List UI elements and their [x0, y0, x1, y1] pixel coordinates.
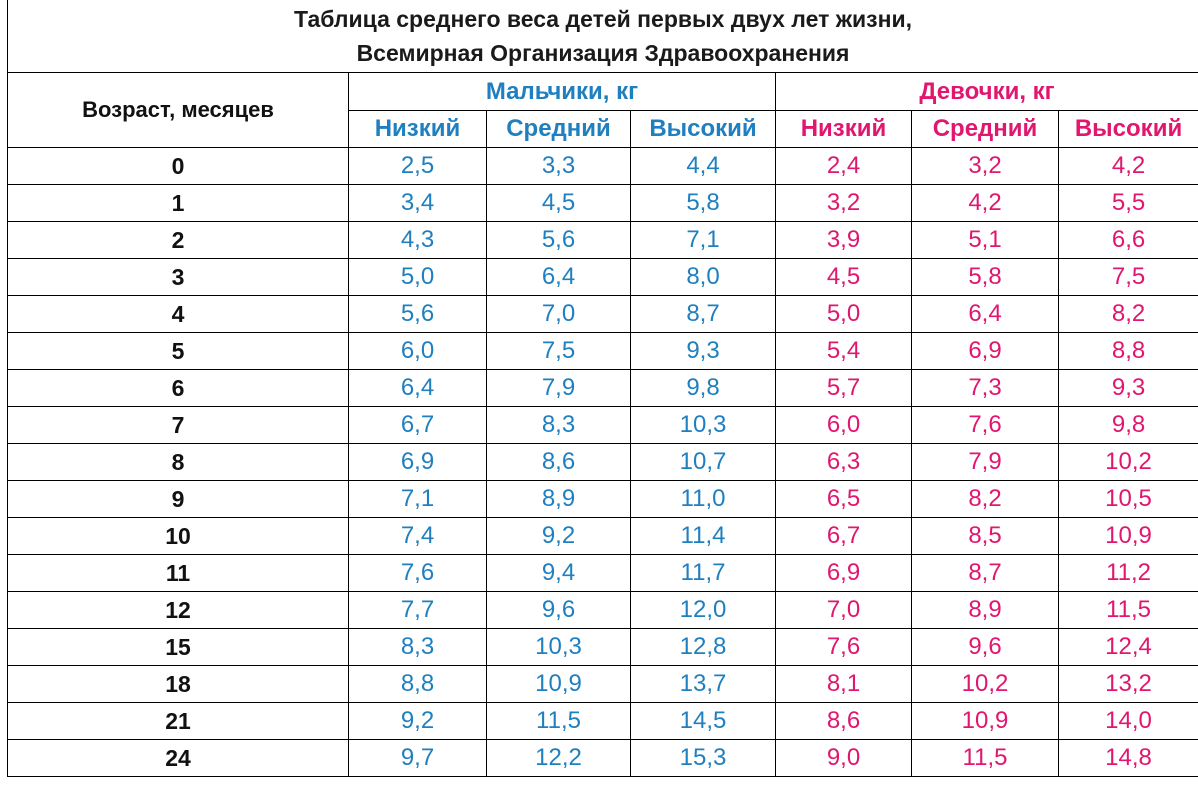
table-row — [8, 370, 1198, 407]
girls-low-cell: 6,7 — [776, 518, 912, 555]
boys-high-cell: 5,8 — [631, 185, 776, 222]
boys-low-cell: 8,3 — [349, 629, 487, 666]
girls-low-cell: 8,1 — [776, 666, 912, 703]
age-cell: 9 — [8, 481, 349, 518]
girls-high-cell: 8,8 — [1059, 333, 1198, 370]
boys-high-cell: 7,1 — [631, 222, 776, 259]
boys-low-cell: 6,4 — [349, 370, 487, 407]
girls-mid-cell: 5,1 — [912, 222, 1059, 259]
girls-mid-header: Средний — [912, 111, 1059, 148]
boys-low-cell: 6,0 — [349, 333, 487, 370]
girls-high-cell: 8,2 — [1059, 296, 1198, 333]
girls-mid-cell: 8,5 — [912, 518, 1059, 555]
age-cell: 7 — [8, 407, 349, 444]
table-row — [8, 555, 1198, 592]
boys-mid-cell: 5,6 — [487, 222, 631, 259]
table-row — [8, 592, 1198, 629]
table-row — [8, 333, 1198, 370]
table-row — [8, 481, 1198, 518]
boys-mid-cell: 7,0 — [487, 296, 631, 333]
girls-low-cell: 7,0 — [776, 592, 912, 629]
girls-low-header: Низкий — [776, 111, 912, 148]
boys-low-cell: 7,1 — [349, 481, 487, 518]
girls-mid-cell: 8,2 — [912, 481, 1059, 518]
girls-high-cell: 9,3 — [1059, 370, 1198, 407]
girls-mid-cell: 11,5 — [912, 740, 1059, 777]
girls-high-cell: 9,8 — [1059, 407, 1198, 444]
girls-low-cell: 6,9 — [776, 555, 912, 592]
boys-mid-cell: 8,3 — [487, 407, 631, 444]
boys-mid-cell: 7,5 — [487, 333, 631, 370]
girls-mid-cell: 7,9 — [912, 444, 1059, 481]
boys-mid-cell: 8,6 — [487, 444, 631, 481]
age-cell: 5 — [8, 333, 349, 370]
girls-low-cell: 5,4 — [776, 333, 912, 370]
table-row — [8, 666, 1198, 703]
boys-mid-cell: 3,3 — [487, 148, 631, 185]
boys-mid-cell: 7,9 — [487, 370, 631, 407]
age-cell: 8 — [8, 444, 349, 481]
boys-high-cell: 11,7 — [631, 555, 776, 592]
girls-mid-cell: 7,3 — [912, 370, 1059, 407]
boys-low-cell: 6,9 — [349, 444, 487, 481]
girls-high-cell: 6,6 — [1059, 222, 1198, 259]
girls-high-cell: 13,2 — [1059, 666, 1198, 703]
girls-high-cell: 10,5 — [1059, 481, 1198, 518]
age-cell: 11 — [8, 555, 349, 592]
boys-high-cell: 12,8 — [631, 629, 776, 666]
boys-high-cell: 4,4 — [631, 148, 776, 185]
age-cell: 3 — [8, 259, 349, 296]
boys-mid-cell: 9,6 — [487, 592, 631, 629]
age-cell: 1 — [8, 185, 349, 222]
table-row — [8, 740, 1198, 777]
girls-mid-cell: 9,6 — [912, 629, 1059, 666]
boys-high-cell: 14,5 — [631, 703, 776, 740]
girls-mid-cell: 6,4 — [912, 296, 1059, 333]
age-cell: 15 — [8, 629, 349, 666]
age-cell: 24 — [8, 740, 349, 777]
girls-high-cell: 7,5 — [1059, 259, 1198, 296]
boys-low-cell: 5,6 — [349, 296, 487, 333]
girls-high-cell: 11,5 — [1059, 592, 1198, 629]
boys-low-cell: 4,3 — [349, 222, 487, 259]
age-cell: 10 — [8, 518, 349, 555]
girls-low-cell: 8,6 — [776, 703, 912, 740]
boys-high-header: Высокий — [631, 111, 776, 148]
boys-high-cell: 9,3 — [631, 333, 776, 370]
girls-low-cell: 5,0 — [776, 296, 912, 333]
boys-mid-cell: 6,4 — [487, 259, 631, 296]
boys-low-cell: 7,6 — [349, 555, 487, 592]
boys-low-cell: 3,4 — [349, 185, 487, 222]
girls-mid-cell: 8,7 — [912, 555, 1059, 592]
table-row — [8, 296, 1198, 333]
girls-low-cell: 9,0 — [776, 740, 912, 777]
weight-table — [7, 0, 1198, 777]
girls-group-header: Девочки, кг — [776, 73, 1198, 111]
boys-low-cell: 7,7 — [349, 592, 487, 629]
girls-low-cell: 3,2 — [776, 185, 912, 222]
boys-high-cell: 15,3 — [631, 740, 776, 777]
title-row — [8, 0, 1198, 73]
boys-high-cell: 10,3 — [631, 407, 776, 444]
boys-high-cell: 8,7 — [631, 296, 776, 333]
girls-mid-cell: 5,8 — [912, 259, 1059, 296]
girls-mid-cell: 4,2 — [912, 185, 1059, 222]
girls-low-cell: 6,0 — [776, 407, 912, 444]
girls-low-cell: 2,4 — [776, 148, 912, 185]
girls-mid-cell: 10,9 — [912, 703, 1059, 740]
table-row — [8, 222, 1198, 259]
boys-high-cell: 13,7 — [631, 666, 776, 703]
girls-low-cell: 7,6 — [776, 629, 912, 666]
table-row — [8, 185, 1198, 222]
girls-low-cell: 5,7 — [776, 370, 912, 407]
table-title — [8, 0, 1198, 73]
table-row — [8, 407, 1198, 444]
table-row — [8, 259, 1198, 296]
boys-mid-cell: 10,3 — [487, 629, 631, 666]
girls-high-cell: 4,2 — [1059, 148, 1198, 185]
boys-mid-cell: 8,9 — [487, 481, 631, 518]
boys-mid-header: Средний — [487, 111, 631, 148]
boys-high-cell: 11,0 — [631, 481, 776, 518]
girls-mid-cell: 7,6 — [912, 407, 1059, 444]
boys-low-cell: 6,7 — [349, 407, 487, 444]
age-cell: 21 — [8, 703, 349, 740]
age-cell: 2 — [8, 222, 349, 259]
boys-group-header: Мальчики, кг — [349, 73, 776, 111]
boys-low-header: Низкий — [349, 111, 487, 148]
boys-high-cell: 9,8 — [631, 370, 776, 407]
boys-low-cell: 8,8 — [349, 666, 487, 703]
boys-high-cell: 8,0 — [631, 259, 776, 296]
age-cell: 12 — [8, 592, 349, 629]
boys-mid-cell: 4,5 — [487, 185, 631, 222]
table-row — [8, 629, 1198, 666]
girls-high-cell: 14,0 — [1059, 703, 1198, 740]
boys-high-cell: 11,4 — [631, 518, 776, 555]
girls-low-cell: 4,5 — [776, 259, 912, 296]
boys-high-cell: 10,7 — [631, 444, 776, 481]
girls-low-cell: 6,5 — [776, 481, 912, 518]
boys-mid-cell: 12,2 — [487, 740, 631, 777]
boys-high-cell: 12,0 — [631, 592, 776, 629]
girls-high-header: Высокий — [1059, 111, 1198, 148]
age-column-header: Возраст, месяцев — [8, 73, 349, 148]
age-cell: 0 — [8, 148, 349, 185]
group-header-row — [8, 73, 1198, 111]
table-row — [8, 148, 1198, 185]
age-cell: 4 — [8, 296, 349, 333]
boys-mid-cell: 9,2 — [487, 518, 631, 555]
table-row — [8, 703, 1198, 740]
girls-mid-cell: 8,9 — [912, 592, 1059, 629]
boys-mid-cell: 11,5 — [487, 703, 631, 740]
boys-low-cell: 9,2 — [349, 703, 487, 740]
girls-high-cell: 11,2 — [1059, 555, 1198, 592]
table-row — [8, 518, 1198, 555]
girls-mid-cell: 10,2 — [912, 666, 1059, 703]
girls-high-cell: 5,5 — [1059, 185, 1198, 222]
girls-low-cell: 3,9 — [776, 222, 912, 259]
boys-low-cell: 5,0 — [349, 259, 487, 296]
table-row — [8, 444, 1198, 481]
girls-high-cell: 10,9 — [1059, 518, 1198, 555]
boys-mid-cell: 10,9 — [487, 666, 631, 703]
girls-high-cell: 14,8 — [1059, 740, 1198, 777]
girls-high-cell: 12,4 — [1059, 629, 1198, 666]
age-cell: 6 — [8, 370, 349, 407]
boys-mid-cell: 9,4 — [487, 555, 631, 592]
boys-low-cell: 7,4 — [349, 518, 487, 555]
girls-high-cell: 10,2 — [1059, 444, 1198, 481]
girls-mid-cell: 3,2 — [912, 148, 1059, 185]
boys-low-cell: 9,7 — [349, 740, 487, 777]
boys-low-cell: 2,5 — [349, 148, 487, 185]
girls-low-cell: 6,3 — [776, 444, 912, 481]
girls-mid-cell: 6,9 — [912, 333, 1059, 370]
age-cell: 18 — [8, 666, 349, 703]
title-line-2: Всемирная Организация Здравоохранения — [356, 40, 850, 66]
title-line-1: Таблица среднего веса детей первых двух лет жизни, — [294, 6, 913, 32]
